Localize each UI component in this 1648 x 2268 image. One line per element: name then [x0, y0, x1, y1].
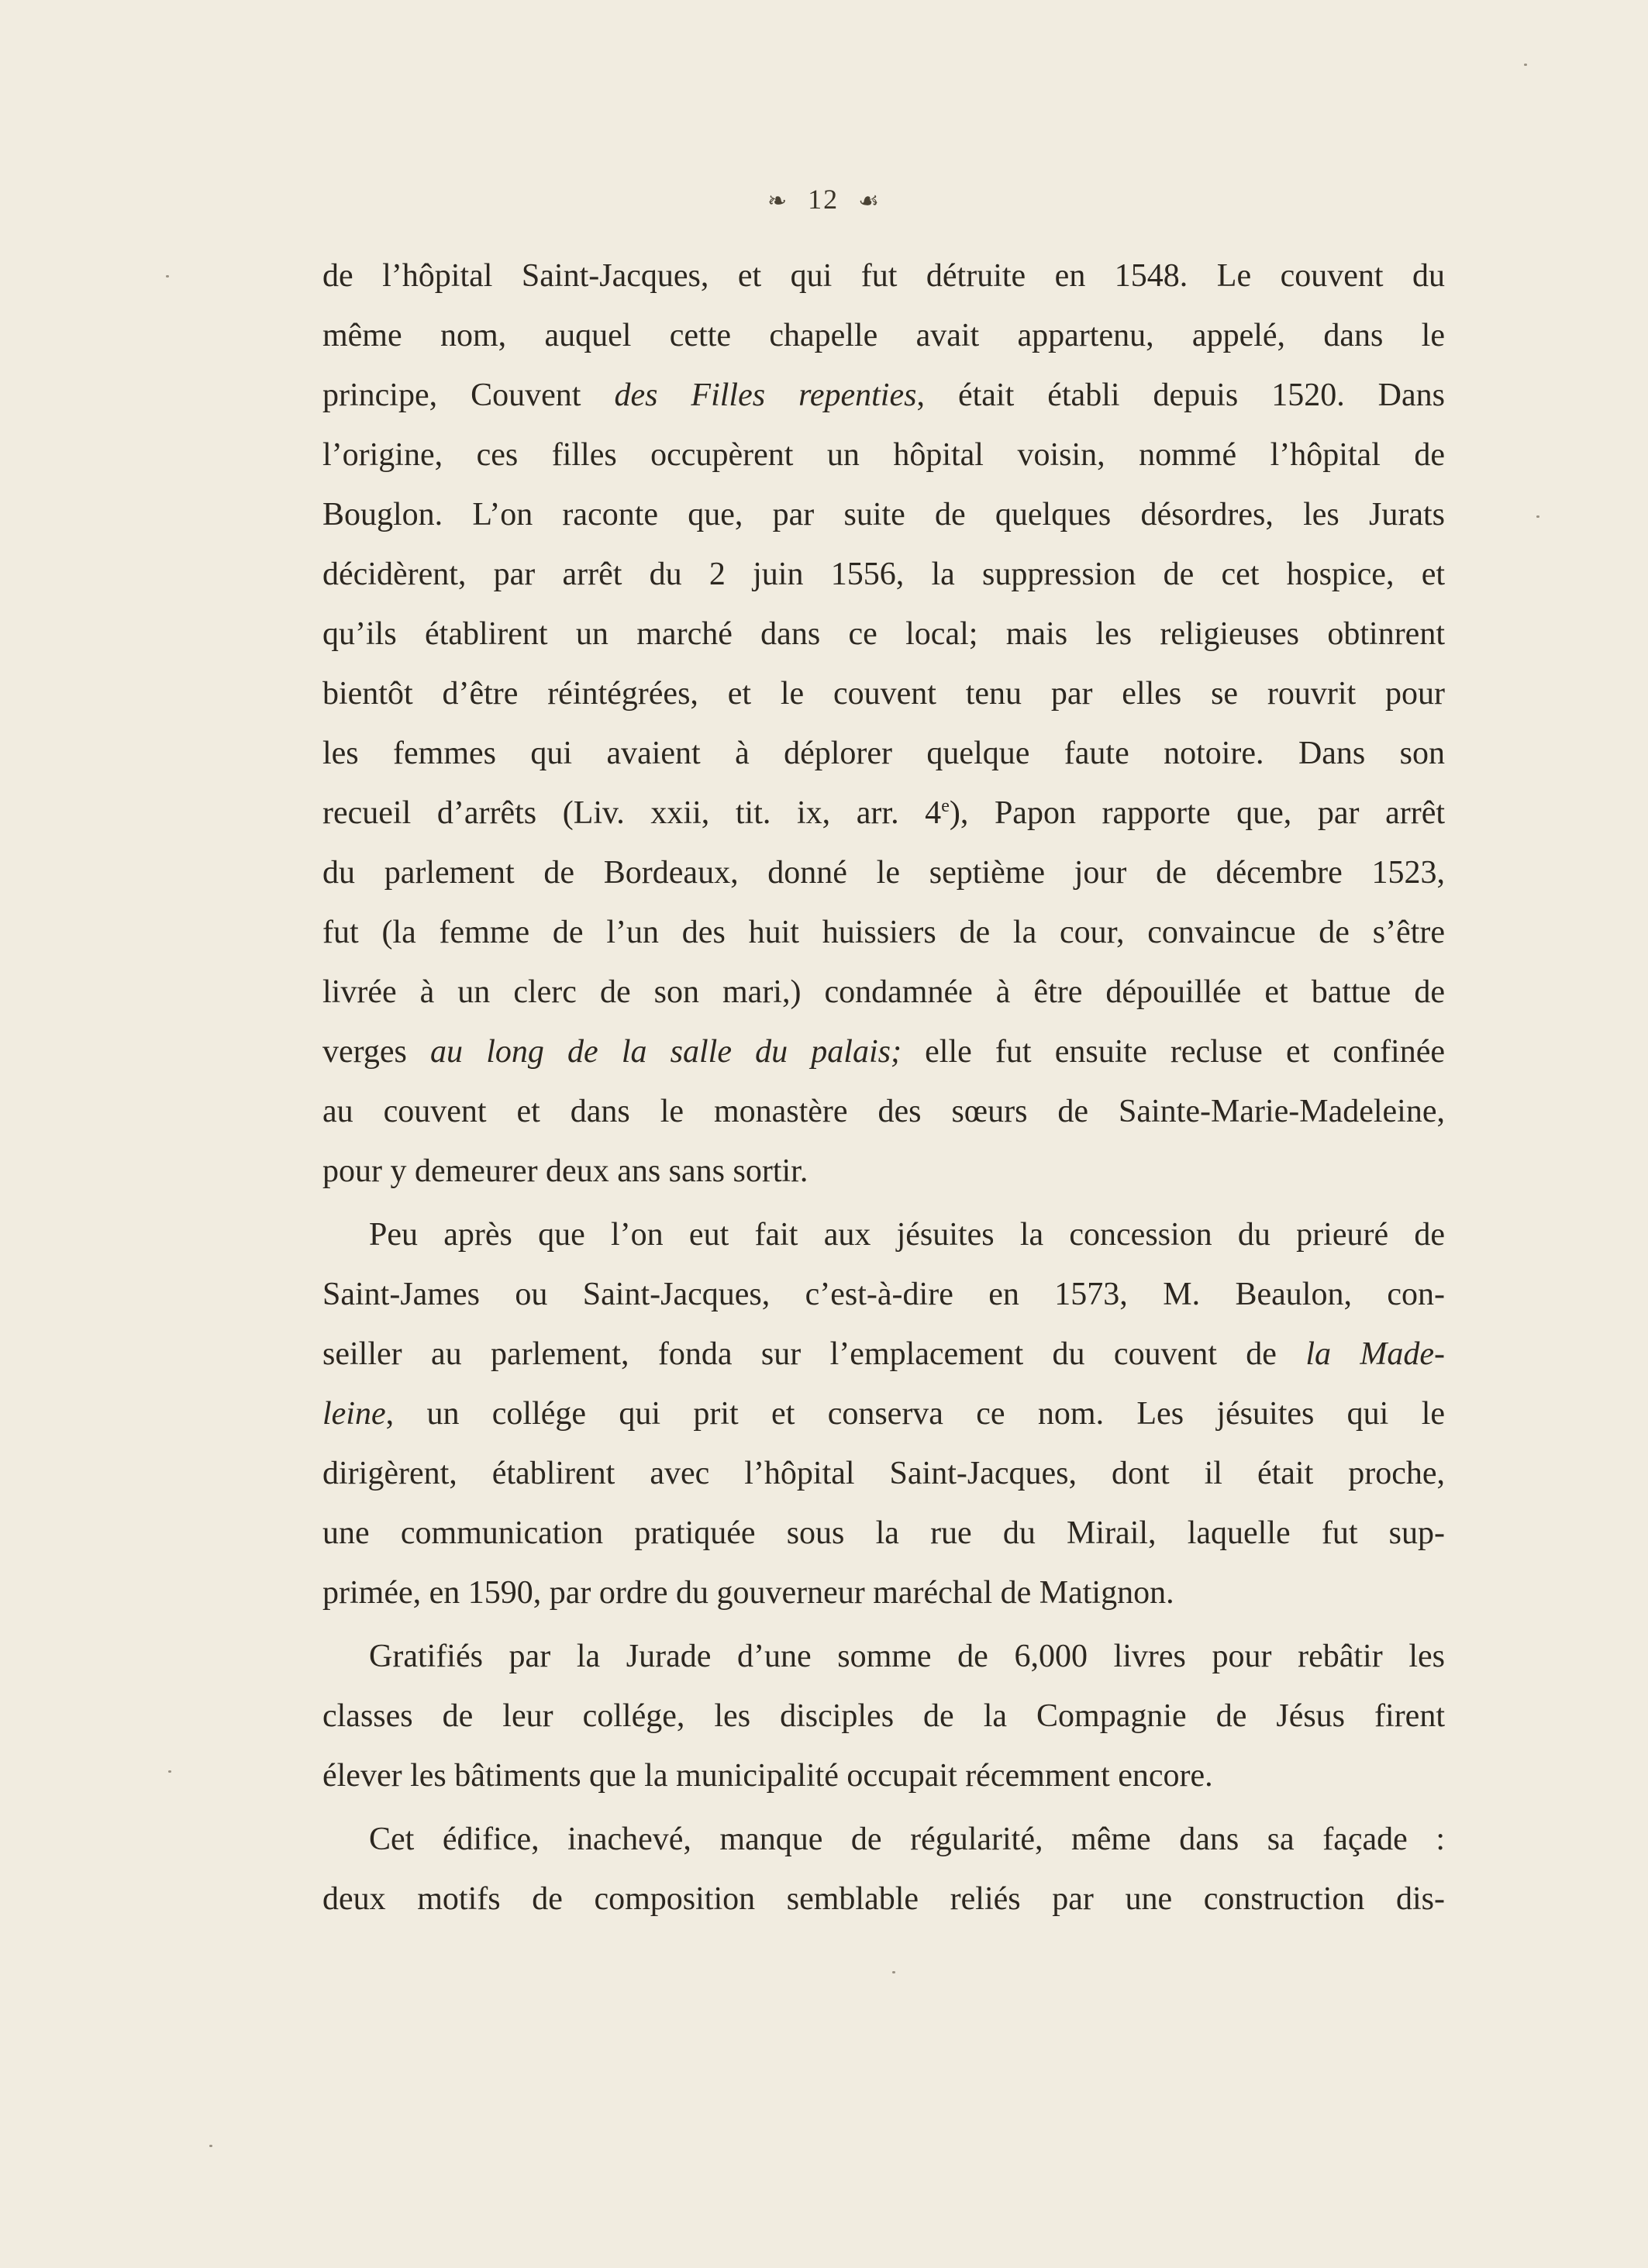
line-segment: verges	[322, 1034, 431, 1070]
line-segment: ), Papon rapporte que, par arrêt	[949, 795, 1446, 831]
line-segment: recueil d’arrêts (Liv. xxii, tit. ix, arr. 4	[322, 795, 942, 831]
text-line	[322, 1022, 1445, 1082]
body-text	[322, 246, 1445, 1929]
left-ornament-icon: ❧	[767, 188, 789, 214]
text-line	[322, 1384, 1445, 1444]
line-segment: , un collége qui prit et conserva ce nom. Les jésuites qui le	[385, 1396, 1445, 1432]
italic-phrase: au long de la salle du palais;	[430, 1034, 902, 1070]
line-segment: principe, Couvent	[322, 377, 615, 413]
text-line: de l’hôpital Saint-Jacques, et qui fut détruite en 1548. Le couvent du	[322, 258, 1445, 294]
text-line: Bouglon. L’on raconte que, par suite de quelques désordres, les Jurats	[322, 497, 1445, 533]
text-line: livrée à un clerc de son mari,) condamnée à être dépouillée et battue de	[322, 974, 1445, 1010]
text-line: qu’ils établirent un marché dans ce local; mais les religieuses obtinrent	[322, 616, 1445, 652]
page-header	[0, 183, 1648, 215]
text-line: décidèrent, par arrêt du 2 juin 1556, la suppression de cet hospice, et	[322, 557, 1445, 592]
text-line: même nom, auquel cette chapelle avait appartenu, appelé, dans le	[322, 318, 1445, 353]
paper-speck	[166, 275, 169, 277]
page-number: 12	[808, 184, 840, 215]
text-line	[322, 784, 1445, 843]
line-segment: seiller au parlement, fonda sur l’emplacement du couvent de	[322, 1336, 1306, 1372]
italic-phrase: la Made-	[1305, 1336, 1445, 1372]
text-line: une communication pratiquée sous la rue du Mirail, laquelle fut sup-	[322, 1515, 1445, 1551]
text-line: du parlement de Bordeaux, donné le septième jour de décembre 1523,	[322, 855, 1445, 891]
line-segment: elle fut ensuite recluse et confinée	[901, 1034, 1446, 1070]
text-line: primée, en 1590, par ordre du gouverneur maréchal de Matignon.	[322, 1575, 1174, 1611]
text-line: deux motifs de composition semblable reliés par une construction dis-	[322, 1881, 1445, 1917]
text-line: Saint-James ou Saint-Jacques, c’est-à-dire en 1573, M. Beaulon, con-	[322, 1277, 1445, 1312]
paper-speck	[1524, 64, 1527, 66]
text-line: Gratifiés par la Jurade d’une somme de 6,000 livres pour rebâtir les	[369, 1639, 1445, 1674]
superscript: e	[941, 796, 950, 816]
text-line: dirigèrent, établirent avec l’hôpital Saint-Jacques, dont il était proche,	[322, 1456, 1445, 1491]
paragraph-2	[322, 1205, 1445, 1623]
text-line: les femmes qui avaient à déplorer quelque faute notoire. Dans son	[322, 736, 1445, 771]
text-line: bientôt d’être réintégrées, et le couvent tenu par elles se rouvrit pour	[322, 676, 1445, 712]
text-line: fut (la femme de l’un des huit huissiers de la cour, convaincue de s’être	[322, 915, 1445, 950]
text-line: l’origine, ces filles occupèrent un hôpital voisin, nommé l’hôpital de	[322, 437, 1445, 473]
text-line	[322, 366, 1445, 426]
right-ornament-icon: ☙	[858, 188, 881, 214]
paragraph-3	[322, 1627, 1445, 1806]
text-line: Peu après que l’on eut fait aux jésuites la concession du prieuré de	[369, 1217, 1445, 1253]
paper-speck	[892, 1971, 895, 1973]
paper-speck	[1536, 515, 1539, 518]
italic-phrase: des Filles repenties	[614, 377, 917, 413]
text-line: Cet édifice, inachevé, manque de régularité, même dans sa façade :	[369, 1822, 1445, 1857]
paper-speck	[209, 2145, 212, 2147]
paragraph-4	[322, 1810, 1445, 1929]
italic-phrase: leine	[322, 1396, 386, 1432]
text-line: élever les bâtiments que la municipalité occupait récemment encore.	[322, 1758, 1213, 1794]
paragraph-1	[322, 246, 1445, 1201]
text-line: classes de leur collége, les disciples de la Compagnie de Jésus firent	[322, 1698, 1445, 1734]
line-segment: , était établi depuis 1520. Dans	[916, 377, 1446, 413]
paper-speck	[168, 1770, 171, 1773]
text-line: au couvent et dans le monastère des sœurs de Sainte-Marie-Madeleine,	[322, 1094, 1445, 1129]
text-line	[322, 1325, 1445, 1384]
text-line: pour y demeurer deux ans sans sortir.	[322, 1153, 808, 1189]
